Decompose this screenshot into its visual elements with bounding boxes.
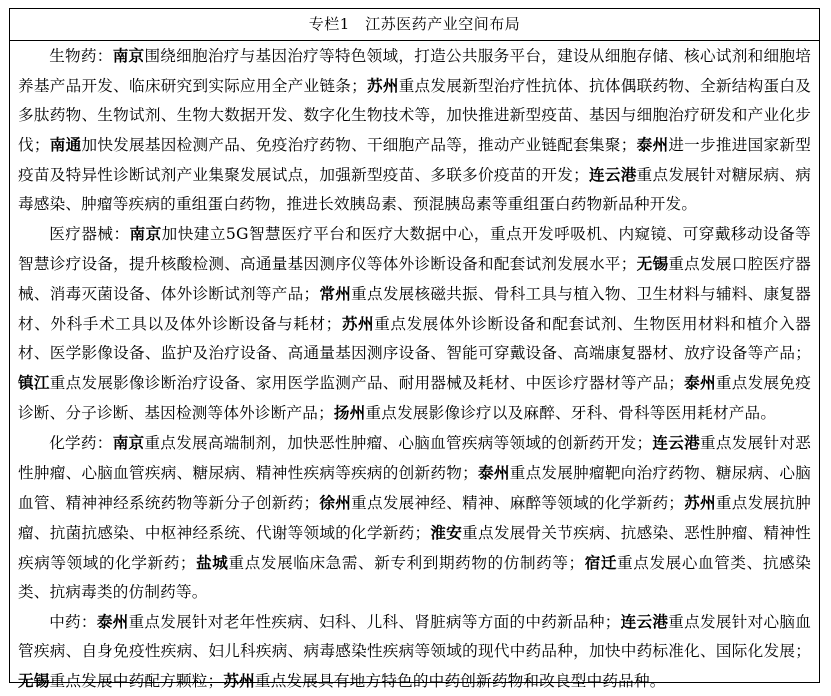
city-name: 苏州 (223, 671, 255, 690)
city-name: 镇江 (18, 373, 50, 392)
text-segment: 重点发展新型治疗性抗体、抗体偶联药物、全新结构蛋白及多肽药物、生物试剂、生物大数据开发、数字化生物技术等，加快推进新型疫苗、基因与细胞治疗研发和产业化步伐； (18, 77, 812, 154)
text-segment: 重点发展神经、精神、麻醉等领域的化学新药； (351, 494, 685, 512)
text-segment: 进一步推进国家新型疫苗及特异性诊断试剂产业集聚发展试点，加强新型疫苗、多联多价疫苗的开发； (18, 136, 811, 184)
text-segment: 重点发展高端制剂，加快恶性肿瘤、心脑血管疾病等领域的创新药开发； (144, 434, 653, 452)
city-name: 徐州 (319, 493, 352, 512)
city-name: 连云港 (652, 433, 700, 452)
text-segment: 重点发展心血管类、抗感染类、抗病毒类的仿制药等。 (18, 554, 811, 601)
paragraph-medical-devices (18, 219, 811, 428)
city-name: 扬州 (333, 403, 366, 422)
text-segment: 重点发展抗肿瘤、抗菌抗感染、中枢神经系统、代谢等领域的化学新药； (18, 494, 812, 542)
box-title: 专栏1 江苏医药产业空间布局 (10, 9, 819, 41)
box-content (10, 41, 819, 696)
city-name: 南京 (129, 224, 162, 243)
text-segment: 重点发展口腔医疗器械、消毒灭菌设备、体外诊断试剂等产品； (18, 255, 811, 303)
text-segment: 重点发展针对糖尿病、病毒感染、肿瘤等疾病的重组蛋白药物，推进长效胰岛素、预混胰岛素等重组蛋白药物新品种开发。 (18, 166, 811, 213)
text-segment: 重点发展骨关节疾病、抗感染、恶性肿瘤、精神性疾病等领域的化学新药； (18, 524, 812, 572)
text-segment: 围绕细胞治疗与基因治疗等特色领域，打造公共服务平台，建设从细胞存储、核心试剂和细胞培养基产品开发、临床研究到实际应用全产业链条； (18, 47, 811, 95)
paragraph-chemical-drugs (18, 428, 811, 607)
city-name: 无锡 (18, 671, 50, 690)
text-segment: 重点发展肿瘤靶向治疗药物、糖尿病、心脑血管、精神神经系统药物等新分子创新药； (18, 464, 811, 512)
category-label: 医疗器械： (49, 225, 130, 243)
text-segment: 重点发展影像诊疗以及麻醉、牙科、骨科等医用耗材产品。 (365, 404, 777, 422)
city-name: 连云港 (588, 165, 637, 184)
city-name: 泰州 (636, 135, 669, 154)
city-name: 宿迁 (584, 553, 618, 572)
city-name: 连云港 (620, 612, 669, 631)
city-name: 南京 (112, 46, 145, 65)
text-segment: 重点发展临床急需、新专利到期药物的仿制药等； (228, 554, 585, 572)
text-segment: 重点发展中药配方颗粒； (49, 672, 224, 690)
text-segment: 重点发展核磁共振、骨科工具与植入物、卫生材料与辅料、康复器材、外科手术工具以及体外诊断设备与耗材； (18, 285, 811, 333)
paragraph-biopharma (18, 41, 811, 219)
city-name: 淮安 (430, 523, 463, 542)
text-segment: 加快发展基因检测产品、免疫治疗药物、干细胞产品等，推动产业链配套集聚； (81, 136, 637, 154)
text-segment: 加快建立5G智慧医疗平台和医疗大数据中心，重点开发呼吸机、内窥镜、可穿戴移动设备等智慧诊疗设备，提升核酸检测、高通量基因测序仪等体外诊断设备和配套试剂发展水平； (18, 225, 811, 273)
city-name: 常州 (319, 284, 352, 303)
category-label: 生物药： (49, 47, 113, 65)
city-name: 泰州 (684, 373, 716, 392)
city-name: 泰州 (96, 612, 129, 631)
city-name: 盐城 (195, 553, 229, 572)
city-name: 泰州 (477, 463, 510, 482)
feature-box (9, 8, 820, 690)
text-segment: 重点发展免疫诊断、分子诊断、基因检测等体外诊断产品； (18, 374, 812, 422)
city-name: 苏州 (684, 493, 716, 512)
text-segment: 重点发展体外诊断设备和配套试剂、生物医用材料和植介入器材、医学影像设备、监护及治疗设备、高通量基因测序设备、智能可穿戴设备、高端康复器材、放疗设备等产品； (18, 315, 811, 362)
text-segment: 重点发展针对心脑血管疾病、自身免疫性疾病、妇儿科疾病、病毒感染性疾病等领域的现代中药品种，加快中药标准化、国际化发展； (18, 613, 811, 660)
city-name: 无锡 (636, 254, 669, 273)
text-segment: 重点发展具有地方特色的中药创新药物和改良型中药品种。 (254, 672, 666, 690)
category-label: 中药： (49, 613, 97, 631)
paragraph-tcm (18, 607, 811, 696)
text-segment: 重点发展针对恶性肿瘤、心脑血管疾病、糖尿病、精神性疾病等疾病的创新药物； (18, 434, 811, 482)
city-name: 苏州 (341, 314, 375, 333)
text-segment: 重点发展针对老年性疾病、妇科、儿科、肾脏病等方面的中药新品种； (128, 613, 621, 631)
city-name: 南通 (49, 135, 82, 154)
city-name: 南京 (112, 433, 145, 452)
category-label: 化学药： (49, 434, 113, 452)
text-segment: 重点发展影像诊断治疗设备、家用医学监测产品、耐用器械及耗材、中医诊疗器材等产品； (49, 374, 685, 392)
city-name: 苏州 (366, 76, 399, 95)
